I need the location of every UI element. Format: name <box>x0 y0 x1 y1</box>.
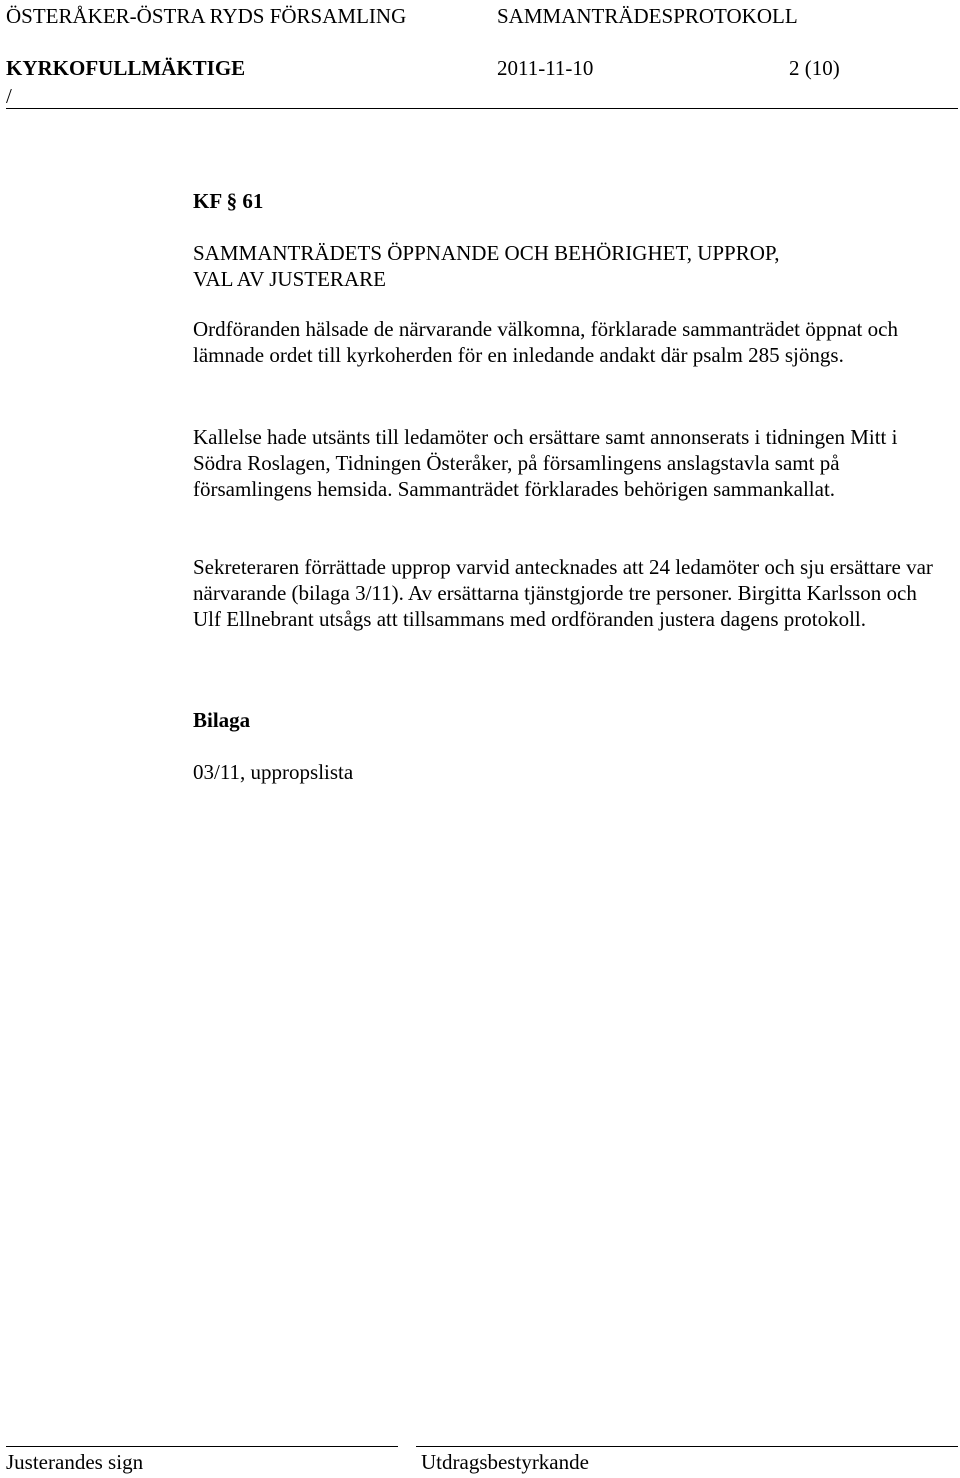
signature-label: Justerandes sign <box>6 1450 144 1474</box>
header-divider <box>6 108 958 109</box>
section-number: KF § 61 <box>193 189 264 213</box>
certification-label: Utdragsbestyrkande <box>421 1450 589 1474</box>
header-slash: / <box>6 84 12 108</box>
footer-divider-left <box>6 1446 398 1447</box>
paragraph-opening: Ordföranden hälsade de närvarande välkomna, förklarade sammanträdet öppnat och lämnade ordet till kyrkoherden för en inledande andakt där psalm 285 sjöngs. <box>193 317 898 367</box>
paragraph-roll-call: Sekreteraren förrättade upprop varvid antecknades att 24 ledamöter och sju ersättare var närvarande (bilaga 3/11). Av ersättarna tjänstgjorde tre personer. Birgitta Karlsson och Ulf Ellnebrant utsågs att tillsammans med ordföranden justera dagens protokoll. <box>193 555 933 631</box>
meeting-date: 2011-11-10 <box>497 56 594 80</box>
paragraph-notice: Kallelse hade utsänts till ledamöter och ersättare samt annonserats i tidningen Mitt i Södra Roslagen, Tidningen Österåker, på församlingens anslagstavla samt på församlingens hemsida. Sammanträdet förklarades behörigen sammankallat. <box>193 425 898 501</box>
section-title-line-1: SAMMANTRÄDETS ÖPPNANDE OCH BEHÖRIGHET, UPPROP, <box>193 241 780 265</box>
footer-divider-right <box>416 1446 958 1447</box>
page-number: 2 (10) <box>789 56 840 80</box>
organization-name: ÖSTERÅKER-ÖSTRA RYDS FÖRSAMLING <box>6 4 407 28</box>
attachment-heading: Bilaga <box>193 708 251 732</box>
document-type: SAMMANTRÄDESPROTOKOLL <box>497 4 798 28</box>
section-title <box>193 240 913 292</box>
attachment-item: 03/11, uppropslista <box>193 760 354 784</box>
committee-name: KYRKOFULLMÄKTIGE <box>6 56 246 80</box>
section-title-line-2: VAL AV JUSTERARE <box>193 267 386 291</box>
